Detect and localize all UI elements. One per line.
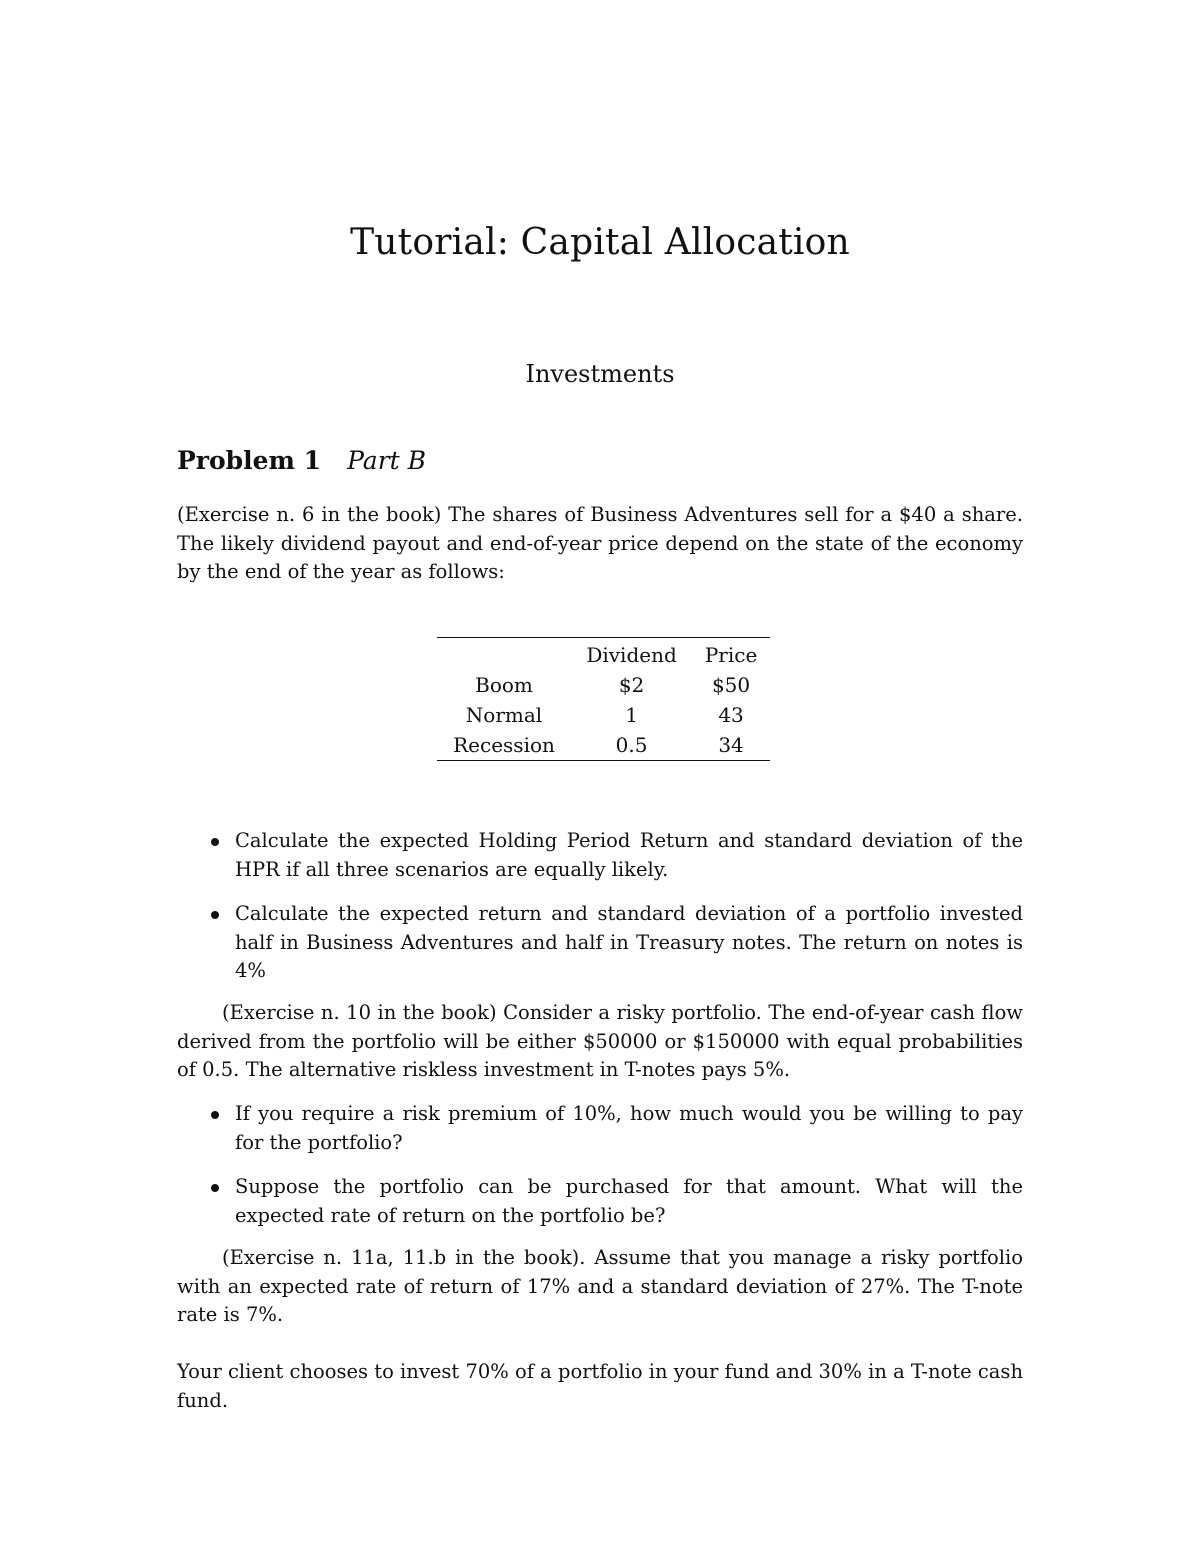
list-item-text: If you require a risk premium of 10%, how much would you be willing to pay for the portfolio? [235,1102,1023,1154]
table-cell: 43 [718,703,744,727]
table-cell: 1 [625,703,638,727]
list-item [177,900,1023,986]
table-row [437,700,770,730]
table-cell: 34 [718,733,744,757]
list-item [177,1173,1023,1230]
table-cell: 0.5 [615,733,648,757]
table-cell: $2 [618,673,645,697]
exercise-11-paragraph: (Exercise n. 11a, 11.b in the book). Assume that you manage a risky portfolio with an expected rate of return of 17% and a standard deviation of 27%. The T-note rate is 7%. [177,1246,1023,1327]
intro-paragraph: (Exercise n. 6 in the book) The shares of Business Adventures sell for a $40 a share. The likely dividend payout and end-of-year price depend on the state of the economy by the end of the year as follows: [177,503,1023,584]
list-item-text: Calculate the expected return and standard deviation of a portfolio invested half in Business Adventures and half in Treasury notes. The return on notes is 4% [235,902,1023,983]
table-row [437,730,770,761]
list-item-text: Suppose the portfolio can be purchased for that amount. What will the expected rate of return on the portfolio be? [235,1175,1023,1227]
table-cell: Recession [453,733,555,757]
list-item-text: Calculate the expected Holding Period Return and standard deviation of the HPR if all three scenarios are equally likely. [235,829,1023,881]
question-list-1 [177,827,1023,1002]
table-header-cell [437,638,571,671]
table-header-cell: Price [704,643,758,667]
table-cell: $50 [711,673,751,697]
exercise-10-paragraph: (Exercise n. 10 in the book) Consider a risky portfolio. The end-of-year cash flow derived from the portfolio will be either $50000 or $150000 with equal probabilities of 0.5. The alternative riskless investment in T-notes pays 5%. [177,1001,1023,1082]
problem-part: Part B [347,446,427,475]
table-row [437,670,770,700]
bullet-icon [211,1184,219,1192]
page-title: Tutorial: Capital Allocation [350,222,850,263]
bullet-icon [211,911,219,919]
bullet-icon [211,1111,219,1119]
list-item [177,827,1023,884]
client-paragraph: Your client chooses to invest 70% of a portfolio in your fund and 30% in a T-note cash fund. [177,1360,1023,1412]
list-item [177,1100,1023,1157]
page-subtitle: Investments [525,360,675,388]
table-cell: Boom [475,673,533,697]
table-cell: Normal [465,703,543,727]
question-list-2 [177,1100,1023,1246]
dividend-price-table [437,637,770,761]
table-header-cell: Dividend [586,643,677,667]
bullet-icon [211,838,219,846]
problem-label: Problem 1 [177,446,322,475]
table-header-row [437,638,770,671]
problem-heading [177,446,426,475]
